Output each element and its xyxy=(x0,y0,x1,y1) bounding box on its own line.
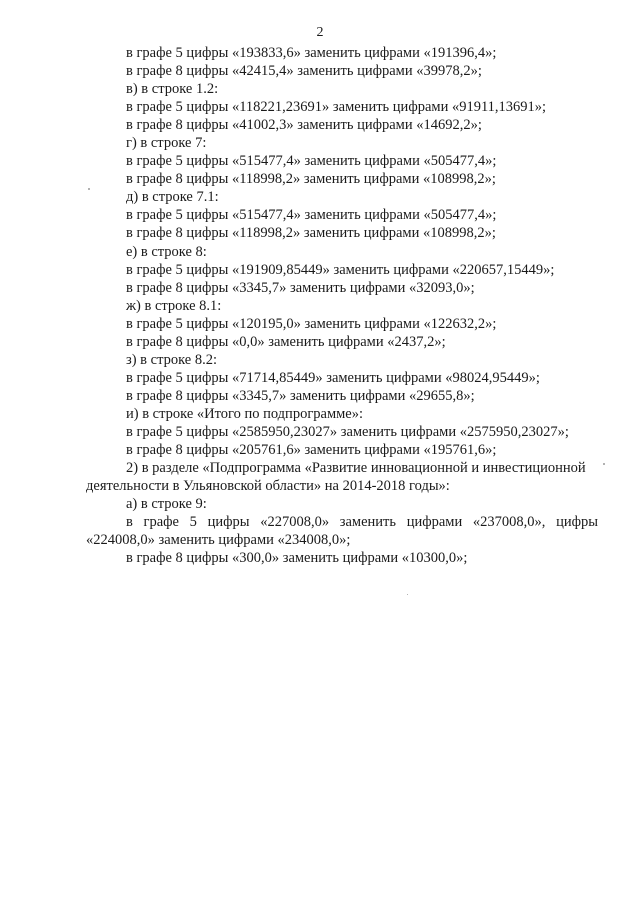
text-line: а) в строке 9: xyxy=(126,496,207,513)
text-line: г) в строке 7: xyxy=(126,135,207,152)
text-line: 2) в разделе «Подпрограмма «Развитие инновационной и инвестиционной xyxy=(126,460,586,477)
text-line: д) в строке 7.1: xyxy=(126,189,219,206)
text-line: е) в строке 8: xyxy=(126,243,207,260)
text-line: ж) в строке 8.1: xyxy=(126,297,222,314)
text-line: в графе 8 цифры «118998,2» заменить цифрами «108998,2»; xyxy=(126,225,496,242)
text-paragraph: в графе 5 цифры «227008,0» заменить цифрами «237008,0», цифры «224008,0» заменить цифрами «234008,0»; xyxy=(86,514,598,549)
text-line: в графе 8 цифры «205761,6» заменить цифрами «195761,6»; xyxy=(126,442,497,459)
text-line: в графе 5 цифры «193833,6» заменить цифрами «191396,4»; xyxy=(126,45,497,61)
text-line: и) в строке «Итого по подпрограмме»: xyxy=(126,405,364,422)
text-line: в графе 5 цифры «191909,85449» заменить цифрами «220657,15449»; xyxy=(126,261,555,278)
text-line: в графе 5 цифры «515477,4» заменить цифрами «505477,4»; xyxy=(126,153,497,170)
scan-speck xyxy=(603,463,605,465)
text-line: в графе 8 цифры «42415,4» заменить цифрами «39978,2»; xyxy=(126,63,482,80)
text-line: в) в строке 1.2: xyxy=(126,81,219,98)
text-line: в графе 8 цифры «41002,3» заменить цифрами «14692,2»; xyxy=(126,117,482,134)
page-number: 2 xyxy=(316,25,324,40)
scan-speck xyxy=(88,188,90,190)
text-line: в графе 8 цифры «118998,2» заменить цифрами «108998,2»; xyxy=(126,171,496,188)
document-body xyxy=(86,44,598,567)
text-line: в графе 8 цифры «3345,7» заменить цифрами «29655,8»; xyxy=(126,387,475,404)
text-line: в графе 5 цифры «2585950,23027» заменить цифрами «2575950,23027»; xyxy=(126,423,569,440)
text-line: в графе 5 цифры «515477,4» заменить цифрами «505477,4»; xyxy=(126,207,497,224)
text-line: в графе 5 цифры «118221,23691» заменить цифрами «91911,13691»; xyxy=(126,99,547,116)
text-line: в графе 8 цифры «300,0» заменить цифрами «10300,0»; xyxy=(126,550,468,567)
text-line: в графе 8 цифры «0,0» заменить цифрами «2437,2»; xyxy=(126,333,446,350)
text-line: в графе 5 цифры «120195,0» заменить цифрами «122632,2»; xyxy=(126,315,497,332)
text-line: в графе 8 цифры «3345,7» заменить цифрами «32093,0»; xyxy=(126,279,475,296)
text-line: деятельности в Ульяновской области» на 2014-2018 годы»: xyxy=(86,478,450,495)
text-line: з) в строке 8.2: xyxy=(126,351,218,368)
text-line: в графе 5 цифры «71714,85449» заменить цифрами «98024,95449»; xyxy=(126,369,540,386)
scan-speck xyxy=(407,594,408,595)
